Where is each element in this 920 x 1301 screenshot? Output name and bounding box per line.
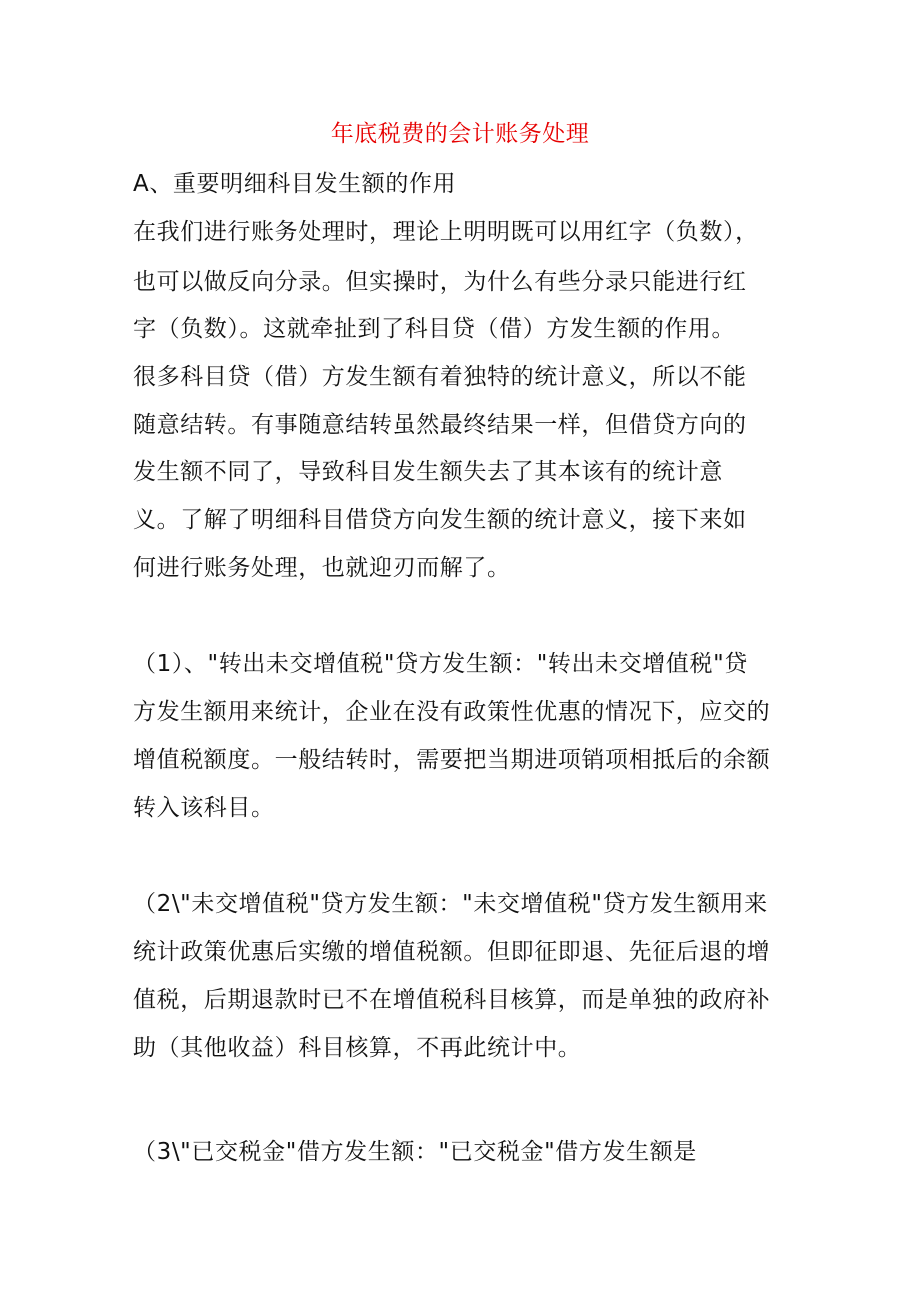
paragraph-line: 在我们进行账务处理时，理论上明明既可以用红字（负数），: [133, 219, 759, 245]
paragraph-line: 很多科目贷（借）方发生额有着独特的统计意义，所以不能: [133, 364, 747, 390]
item-2-line: 值税，后期退款时已不在增值税科目核算，而是单独的政府补: [133, 987, 771, 1013]
item-2-line: 助（其他收益）科目核算，不再此统计中。: [133, 1035, 582, 1061]
item-2-line: （2\"未交增值税"贷方发生额："未交增值税"贷方发生额用来: [133, 891, 768, 917]
paragraph-line: 字（负数）。这就牵扯到了科目贷（借）方发生额的作用。: [133, 316, 736, 342]
paragraph-line: 也可以做反向分录。但实操时，为什么有些分录只能进行红: [133, 269, 747, 295]
document-title: 年底税费的会计账务处理: [330, 121, 590, 147]
item-1-line: （1）、"转出未交增值税"贷方发生额："转出未交增值税"贷: [133, 651, 748, 677]
item-3-line: （3\"已交税金"借方发生额："已交税金"借方发生额是: [133, 1139, 697, 1165]
paragraph-line: 发生额不同了，导致科目发生额失去了其本该有的统计意: [133, 459, 723, 485]
item-1-line: 增值税额度。一般结转时，需要把当期进项销项相抵后的余额: [133, 747, 771, 773]
item-1-line: 转入该科目。: [133, 795, 275, 821]
paragraph-line: 何进行账务处理，也就迎刃而解了。: [133, 555, 511, 581]
paragraph-line: 义。了解了明细科目借贷方向发生额的统计意义，接下来如: [133, 507, 747, 533]
paragraph-line: 随意结转。有事随意结转虽然最终结果一样，但借贷方向的: [133, 412, 747, 438]
section-heading: A、重要明细科目发生额的作用: [133, 171, 457, 197]
item-2-line: 统计政策优惠后实缴的增值税额。但即征即退、先征后退的增: [133, 939, 771, 965]
item-1-line: 方发生额用来统计，企业在没有政策性优惠的情况下，应交的: [133, 699, 771, 725]
